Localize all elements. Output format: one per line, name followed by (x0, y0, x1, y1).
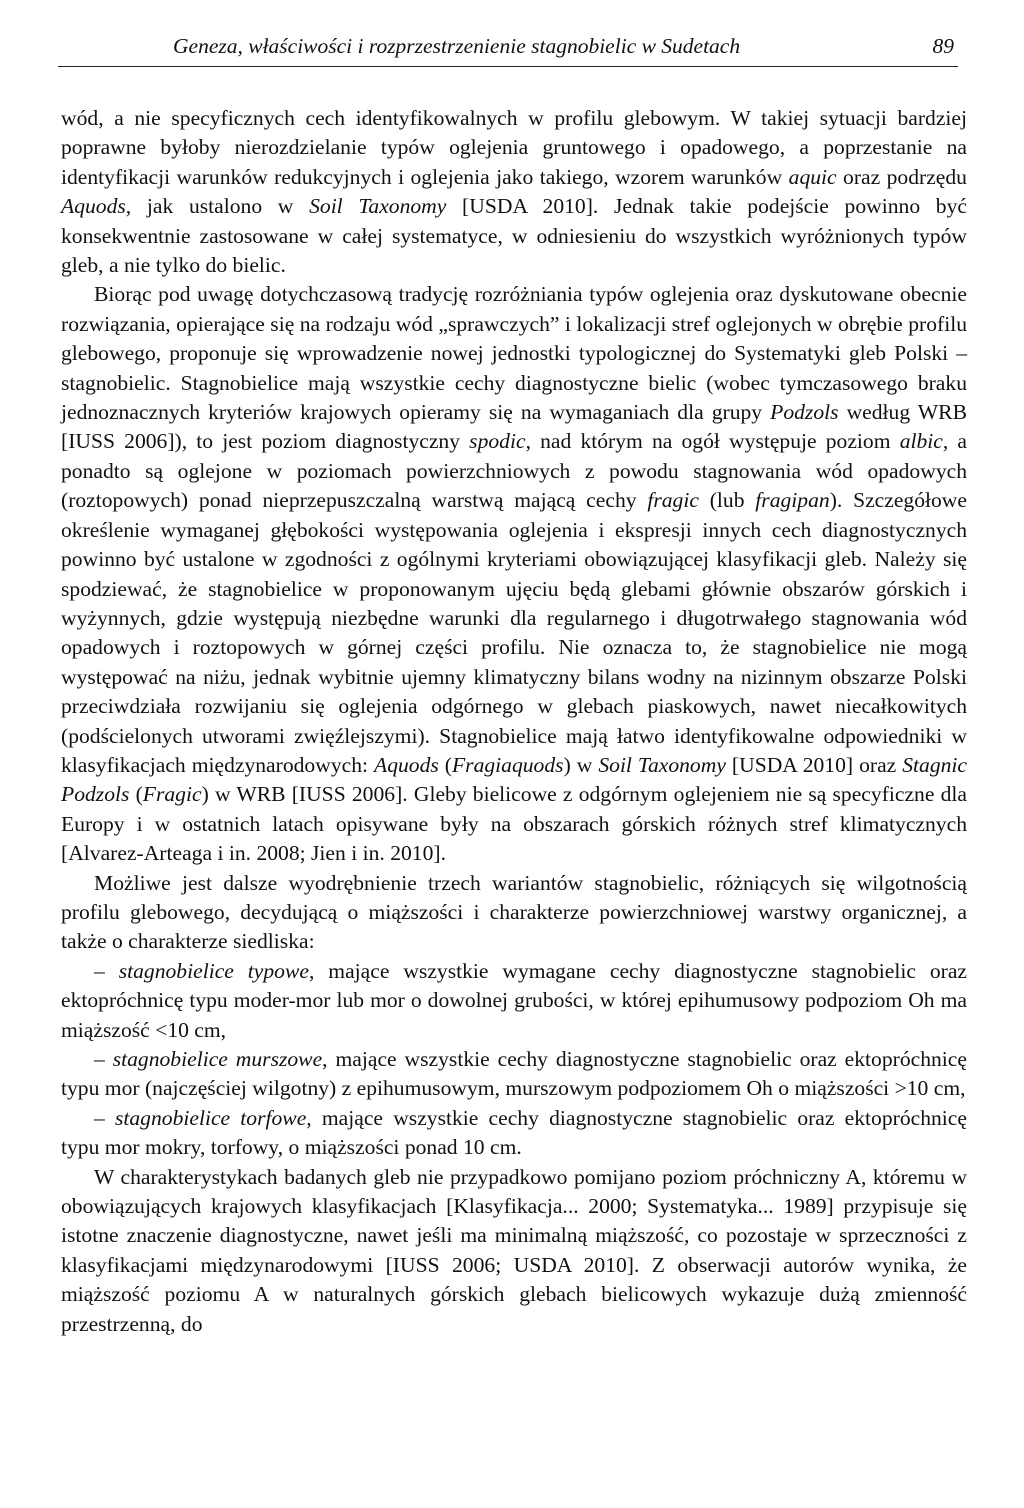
text-run: ). Szczegółowe określenie wymaganej głębokości występowania oglejenia i ekspresji innych cech diagnostycznych powinno być ustalone w zgodności z ogólnymi kryteriami obowiązującej klasyfikacji gleb. Należy się spodziewać, że stagnobielice w proponowanym ujęciu będą glebami głównie obszarów górskich i wyżynnych, gdzie występują niezbędne warunki dla regularnego i długotrwałego stagnowania wód opadowych i roztopowych w górnej części profilu. Nie oznacza to, że stagnobielice nie mogą występować na niżu, jednak wybitnie ujemny klimatyczny bilans wodny na nizinnym obszarze Polski przeciwdziała rozwijaniu się oglejenia odgórnego w glebach piaskowych, nawet niecałkowitych (podścielonych utworami zwięźlejszymi). Stagnobielice mają łatwo identyfikowalne odpowiedniki w klasyfikacjach międzynarodowych: (61, 488, 967, 777)
text-run: , jak ustalono w (125, 194, 310, 219)
italic-term: Podzols (770, 400, 839, 425)
text-run: , mające wszystkie wymagane cechy diagnostyczne stagnobielic oraz ektopróchnicę typu moder-mor lub mor o dowolnej grubości, w której epihumusowy podpoziom Oh ma miąższość <10 cm, (61, 958, 967, 1042)
italic-term: Soil Taxonomy (309, 194, 447, 219)
italic-term: stagnobielice typowe (118, 958, 309, 983)
list-item (61, 957, 967, 1045)
text-run: wód, a nie specyficznych cech identyfikowalnych w profilu glebowym. W takiej sytuacji bardziej poprawne byłoby nierozdzielanie typów oglejenia gruntowego i opadowego, a poprzestanie na identyfikacji warunków redukcyjnych i oglejenia jako takiego, wzorem warunków (61, 106, 967, 189)
text-run: ( (129, 782, 143, 807)
text-run: , a ponadto są oglejone w poziomach powierzchniowych z powodu stagnowania wód opadowych (roztopowych) ponad nieprzepuszczalną warstwą mającą cechy (61, 429, 968, 513)
running-header (58, 30, 958, 67)
text-run: , mające wszystkie cechy diagnostyczne stagnobielic oraz ektopróchnicę typu mor (najczęściej wilgotny) z epihumusowym, murszowym podpoziomem Oh o miąższości >10 cm, (61, 1047, 967, 1101)
list-item (61, 1104, 967, 1163)
italic-term: spodic (469, 429, 526, 454)
text-run: ) w WRB [IUSS 2006]. Gleby bielicowe z odgórnym oglejeniem nie są specyficzne dla Europy i w ostatnich latach opisywane były na obszarach górskich różnych stref klimatycznych [Alvarez-Arteaga i in. 2008; Jien i in. 2010]. (61, 782, 967, 866)
italic-term: Aquods (374, 752, 439, 777)
text-run: W charakterystykach badanych gleb nie przypadkowo pomijano poziom próchniczny A, któremu w obowiązujących krajowych klasyfikacjach [Klasyfikacja... 2000; Systematyka... 1989] przypisuje się istotne znaczenie diagnostyczne, nawet jeśli ma minimalną miąższość, co pozostaje w sprzeczności z klasyfikacjami międzynarodowymi [IUSS 2006; USDA 2010]. Z obserwacji autorów wynika, że miąższość poziomu A w naturalnych górskich glebach bielicowych wykazuje dużą zmienność przestrzenną, do (61, 1164, 967, 1336)
paragraph (61, 869, 967, 957)
running-title: Geneza, właściwości i rozprzestrzenienie stagnobielic w Sudetach (173, 34, 741, 58)
italic-term: Stagnic Podzols (61, 752, 968, 807)
italic-term: Fragic (142, 782, 202, 807)
italic-term: Soil Taxonomy (598, 752, 726, 777)
italic-term: albic (899, 429, 943, 454)
text-run: ) w (563, 752, 599, 777)
paragraph (61, 1163, 967, 1339)
text-run: oraz podrzędu (836, 164, 967, 189)
paragraph (61, 280, 967, 868)
paragraph (61, 104, 967, 280)
text-run: [USDA 2010]. Jednak takie podejście powinno być konsekwentnie zastosowane w całej systematyce, w odniesieniu do wszystkich wyróżnionych typów gleb, a nie tylko do bielic. (61, 194, 967, 278)
italic-term: stagnobielice murszowe (112, 1047, 323, 1071)
page-number: 89 (932, 34, 954, 58)
italic-term: fragic (647, 488, 699, 513)
text-run: – (94, 1047, 113, 1071)
text-run: – (94, 1105, 115, 1130)
italic-term: stagnobielice torfowe (114, 1105, 307, 1130)
italic-term: fragipan (755, 488, 830, 513)
text-run: – (94, 958, 119, 983)
text-run: ( (438, 752, 452, 777)
italic-term: aquic (788, 164, 837, 189)
body-text (61, 104, 967, 1339)
text-run: Możliwe jest dalsze wyodrębnienie trzech wariantów stagnobielic, różniących się wilgotnością profilu glebowego, decydującą o miąższości i charakterze powierzchniowej warstwy organicznej, a także o charakterze siedliska: (61, 870, 967, 954)
italic-term: Aquods (61, 194, 126, 219)
text-run: (lub (698, 488, 756, 513)
text-run: [USDA 2010] oraz (725, 752, 903, 777)
text-run: , nad którym na ogół występuje poziom (525, 429, 900, 454)
italic-term: Fragiaquods (451, 752, 564, 777)
text-run: Biorąc pod uwagę dotychczasową tradycję rozróżniania typów oglejenia oraz dyskutowane obecnie rozwiązania, opierające się na rodzaju wód „sprawczych” i lokalizacji stref oglejonych w obrębie profilu glebowego, proponuje się wprowadzenie nowej jednostki typologicznej do Systematyki gleb Polski – stagnobielic. Stagnobielice mają wszystkie cechy diagnostyczne bielic (wobec tymczasowego braku jednoznacznych kryteriów krajowych opieramy się na wymaganiach dla grupy (61, 282, 967, 425)
text-run: , mające wszystkie cechy diagnostyczne stagnobielic oraz ektopróchnicę typu mor mokry, torfowy, o miąższości ponad 10 cm. (61, 1105, 967, 1160)
text-run: według WRB [IUSS 2006]), to jest poziom diagnostyczny (61, 400, 967, 454)
list-item (61, 1045, 967, 1104)
